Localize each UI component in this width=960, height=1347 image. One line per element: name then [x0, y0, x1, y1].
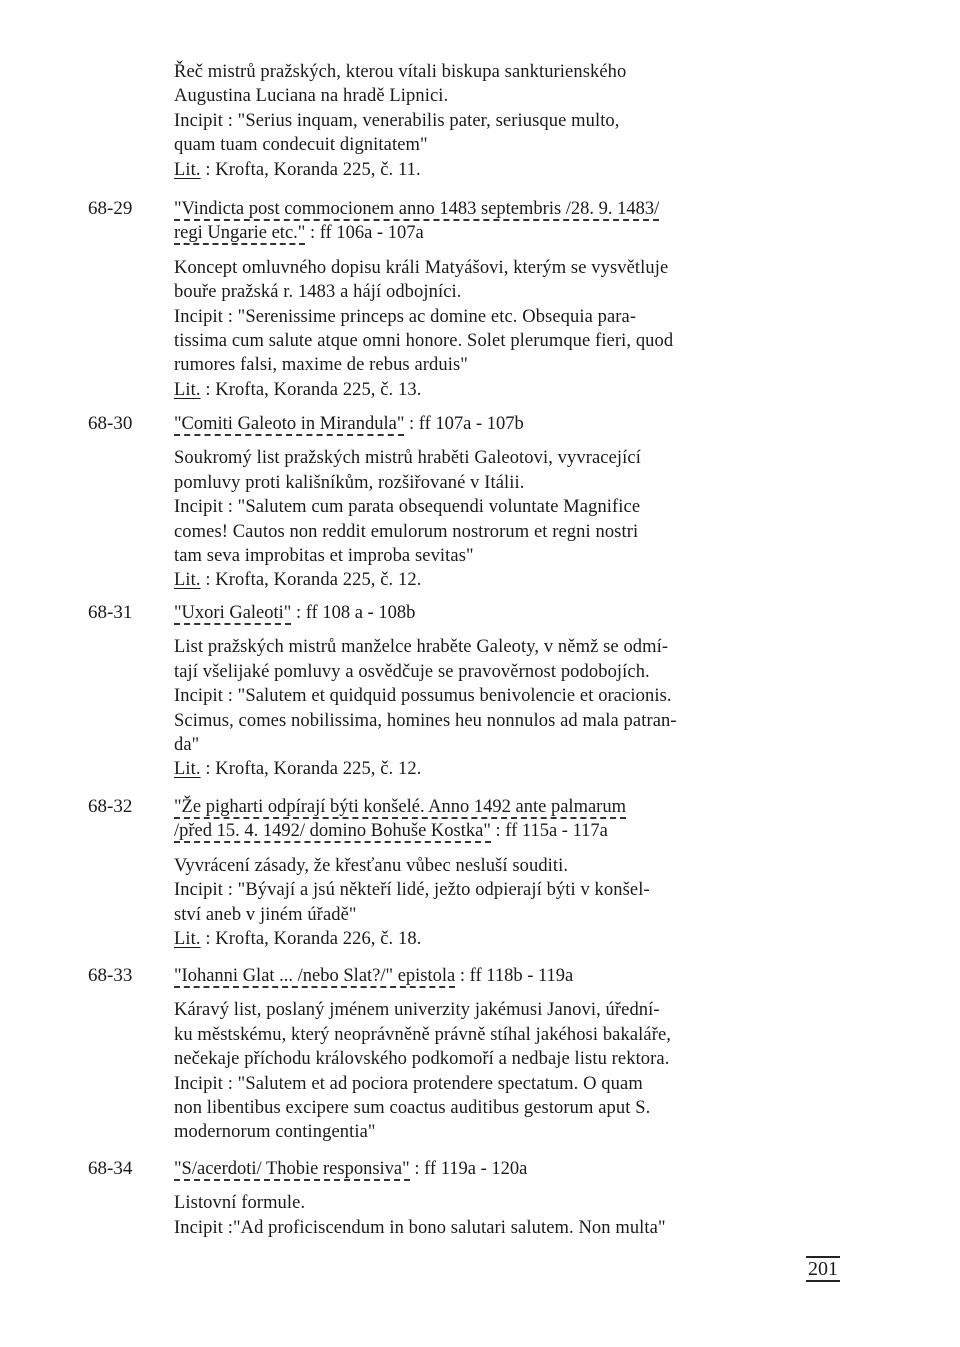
entry-title: "Comiti Galeoto in Mirandula" — [174, 414, 405, 434]
text-line: Incipit :"Ad proficiscendum in bono salutari salutem. Non multa" — [174, 1217, 666, 1238]
entry-title-line — [174, 964, 894, 988]
lit-label: Lit. — [174, 379, 201, 400]
lit-label: Lit. — [174, 759, 201, 780]
lit-label: Lit. — [174, 570, 201, 591]
entry-title-line — [174, 412, 894, 436]
text-line: Řeč mistrů pražských, kterou vítali biskupa sankturienského — [174, 62, 627, 82]
text-line: Koncept omluvného dopisu králi Matyášovi, kterým se vysvětluje — [174, 257, 669, 278]
entry-number: 68-30 — [88, 413, 133, 434]
text-line: Incipit : "Salutem cum parata obsequendi voluntate Magnifice — [174, 497, 641, 518]
lit-text: : Krofta, Koranda 225, č. 13. — [200, 379, 422, 400]
entry-title: regi Ungarie etc." — [174, 223, 306, 244]
text-line: List pražských mistrů manželce hraběte Galeoty, v němž se odmí- — [174, 637, 669, 658]
folio-range: : ff 108 a - 108b — [291, 603, 416, 623]
entry-title-line — [174, 601, 894, 625]
entry-title-line — [174, 221, 894, 245]
text-line: rumores falsi, maxime de rebus arduis" — [174, 355, 468, 376]
literature-line — [174, 927, 894, 951]
entry-number: 68-29 — [88, 198, 133, 219]
entry-title: "Vindicta post commocionem anno 1483 septembris /28. 9. 1483/ — [174, 199, 660, 219]
text-line: Scimus, comes nobilissima, homines heu nonnulos ad mala patran- — [174, 710, 677, 731]
text-line: Incipit : "Serenissime princeps ac domine etc. Obsequia para- — [174, 306, 637, 327]
text-line: tají všelijaké pomluvy a osvědčuje se pravověrnost podobojích. — [174, 661, 650, 682]
text-line: tissima cum salute atque omni honore. Solet plerumque fieri, quod — [174, 330, 674, 351]
text-line: modernorum contingentia" — [174, 1122, 376, 1143]
entry-title: "Iohanni Glat ... /nebo Slat?/" epistola — [174, 966, 456, 986]
text-line: Augustina Luciana na hradě Lipnici. — [174, 86, 449, 107]
text-line: Incipit : "Serius inquam, venerabilis pater, seriusque multo, — [174, 110, 620, 131]
entry-title: "S/acerdoti/ Thobie responsiva" — [174, 1159, 410, 1179]
text-line: da" — [174, 734, 200, 755]
lit-text: : Krofta, Koranda 225, č. 11. — [200, 159, 421, 180]
folio-range: : ff 115a - 117a — [490, 821, 608, 842]
lit-text: : Krofta, Koranda 225, č. 12. — [200, 570, 422, 591]
text-line: pomluvy proti kališníkům, rozšiřované v Itálii. — [174, 472, 525, 493]
entry-title-line — [174, 197, 894, 221]
entry-number: 68-34 — [88, 1158, 133, 1179]
entry-title-line — [174, 1157, 894, 1181]
folio-range: : ff 119a - 120a — [409, 1159, 528, 1179]
text-line: Incipit : "Bývají a jsú někteří lidé, ježto odpierají býti v konšel- — [174, 880, 650, 901]
text-line: non libentibus excipere sum coactus auditibus gestorum aput S. — [174, 1097, 651, 1118]
lit-text: : Krofta, Koranda 226, č. 18. — [200, 928, 422, 949]
folio-range: : ff 118b - 119a — [455, 966, 574, 986]
entry-title: "Že pigharti odpírají býti konšelé. Anno 1492 ante palmarum — [174, 797, 626, 817]
text-line: Vyvrácení zásady, že křesťanu vůbec nesluší souditi. — [174, 855, 569, 876]
entry-title-line — [174, 795, 894, 819]
text-line: Incipit : "Salutem et ad pociora protendere spectatum. O quam — [174, 1073, 643, 1094]
text-line: quam tuam condecuit dignitatem" — [174, 135, 428, 156]
text-line: tam seva improbitas et improba sevitas" — [174, 545, 474, 566]
lit-label: Lit. — [174, 928, 201, 949]
literature-line — [174, 757, 894, 781]
literature-line — [174, 378, 894, 402]
entry-number: 68-33 — [88, 965, 133, 986]
text-line: nečekaje příchodu královského podkomoří a nedbaje listu rektora. — [174, 1049, 670, 1070]
text-line: bouře pražská r. 1483 a hájí odbojníci. — [174, 282, 462, 303]
text-line: ství aneb v jiném úřadě" — [174, 904, 357, 925]
lit-label: Lit. — [174, 159, 201, 180]
page-number: 201 — [808, 1258, 838, 1280]
entry-number: 68-32 — [88, 796, 133, 817]
text-line: Listovní formule. — [174, 1193, 306, 1214]
entry-title: "Uxori Galeoti" — [174, 603, 292, 623]
text-line: Incipit : "Salutem et quidquid possumus benivolencie et oracionis. — [174, 686, 672, 707]
literature-line — [174, 568, 894, 592]
text-line: Soukromý list pražských mistrů hraběti Galeotovi, vyvracející — [174, 448, 641, 469]
entry-number: 68-31 — [88, 602, 133, 623]
entry-title: /před 15. 4. 1492/ domino Bohuše Kostka" — [174, 821, 491, 842]
text-line: Káravý list, poslaný jménem univerzity jakémusi Janovi, úřední- — [174, 1000, 660, 1021]
text-line: comes! Cautos non reddit emulorum nostrorum et regni nostri — [174, 521, 639, 542]
folio-range: : ff 106a - 107a — [305, 223, 424, 244]
text-line: ku městskému, který neoprávněně právně stíhal jakéhosi bakaláře, — [174, 1024, 671, 1045]
lit-text: : Krofta, Koranda 225, č. 12. — [200, 759, 422, 780]
folio-range: : ff 107a - 107b — [404, 414, 524, 434]
entry-title-line — [174, 819, 894, 843]
literature-line — [174, 158, 894, 182]
